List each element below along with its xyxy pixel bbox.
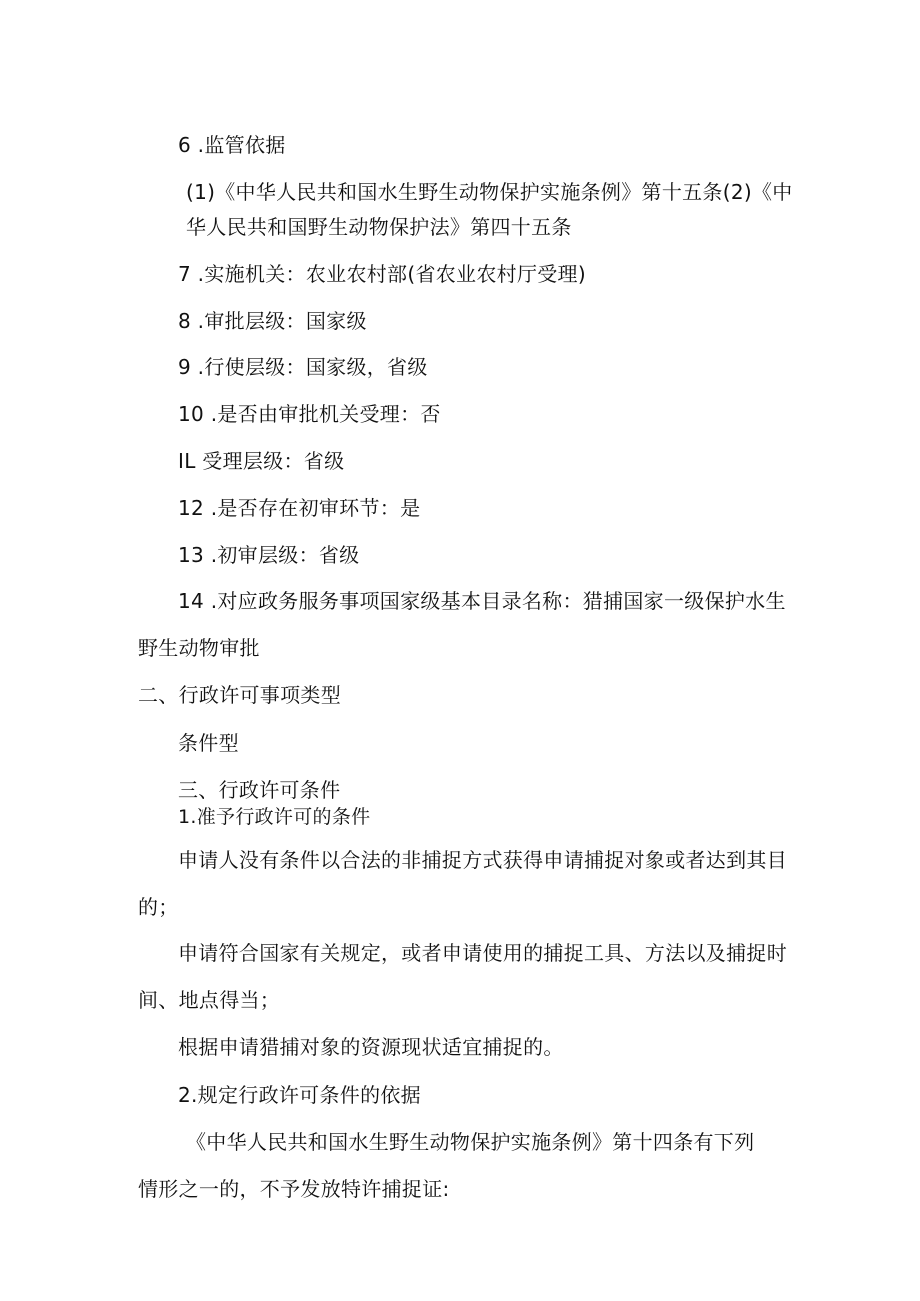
condition-3-line: 根据申请猎捕对象的资源现状适宜捕捉的。 [178, 1035, 564, 1059]
item-8-line: 8 .审批层级：国家级 [178, 309, 367, 333]
item-6-heading: 6 .监管依据 [178, 133, 286, 157]
condition-1-line-2: 的； [138, 895, 179, 919]
item-13-line: 13 .初审层级：省级 [178, 543, 360, 567]
basis-paragraph-line-1: (1)《中华人民共和国水生野生动物保护实施条例》第十五条(2)《中 [186, 180, 793, 204]
basis-2-line-2: 情形之一的，不予发放特许捕捉证: [138, 1177, 450, 1201]
subsection-1-heading: 1.准予行政许可的条件 [178, 806, 371, 828]
item-14-line-2: 野生动物审批 [138, 636, 260, 660]
condition-2-line-1: 申请符合国家有关规定，或者申请使用的捕捉工具、方法以及捕捉时 [178, 941, 787, 965]
item-10-line: 10 .是否由审批机关受理：否 [178, 402, 441, 426]
item-11-line: IL 受理层级：省级 [178, 449, 345, 473]
condition-2-line-2: 间、地点得当； [138, 988, 281, 1012]
item-12-line: 12 .是否存在初审环节：是 [178, 496, 421, 520]
section-2-content: 条件型 [178, 731, 239, 755]
item-9-line: 9 .行使层级：国家级，省级 [178, 355, 428, 379]
section-3-heading: 三、行政许可条件 [178, 778, 341, 802]
condition-1-line-1: 申请人没有条件以合法的非捕捉方式获得申请捕捉对象或者达到其目 [178, 848, 787, 872]
basis-2-line-1: 《中华人民共和国水生野生动物保护实施条例》第十四条有下列 [186, 1130, 755, 1154]
item-7-line: 7 .实施机关：农业农村部(省农业农村厅受理) [178, 262, 586, 286]
basis-paragraph-line-2: 华人民共和国野生动物保护法》第四十五条 [186, 215, 572, 239]
subsection-2-heading: 2.规定行政许可条件的依据 [178, 1083, 421, 1107]
item-14-line-1: 14 .对应政务服务事项国家级基本目录名称：猎捕国家一级保护水生 [178, 589, 786, 613]
section-2-heading: 二、行政许可事项类型 [138, 683, 341, 707]
